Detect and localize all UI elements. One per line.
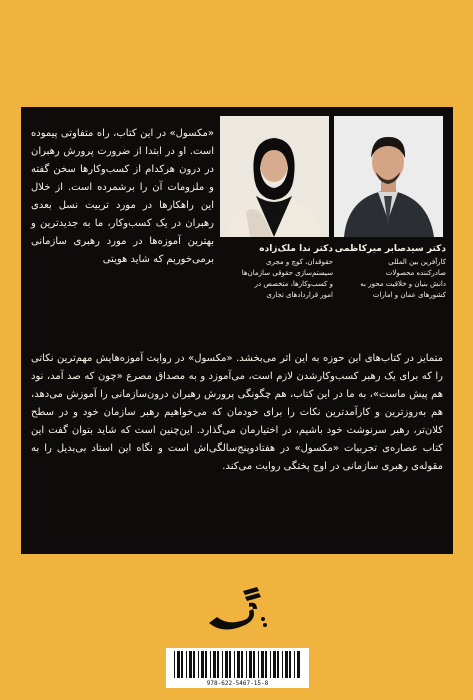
barcode-bar bbox=[205, 651, 207, 678]
author-caption-right bbox=[330, 244, 446, 301]
barcode-bar bbox=[181, 651, 183, 678]
barcode-bar bbox=[174, 651, 175, 678]
barcode-bar bbox=[282, 651, 283, 678]
author-role-line: دانش بنیان و خلاقیت محور به bbox=[360, 280, 446, 288]
barcode-bar bbox=[177, 651, 180, 678]
barcode-bar bbox=[186, 651, 187, 678]
barcode-bar bbox=[189, 651, 192, 678]
barcode-bar bbox=[217, 651, 219, 678]
barcode-bar bbox=[258, 651, 259, 678]
back-cover-panel bbox=[21, 107, 453, 554]
barcode-bar bbox=[277, 651, 279, 678]
author-photo-left bbox=[220, 116, 329, 237]
author-caption-left bbox=[217, 244, 333, 301]
barcode-bar bbox=[201, 651, 204, 678]
barcode-bar bbox=[289, 651, 291, 678]
description-top: «مکسول» در این کتاب، راه متفاوتی پیموده است. او در ابتدا از ضرورت پرورش رهبران در درون هرکدام از کسب‌وکارها سخن گفته و ملزومات آن را برشمرده است. از خلال این راهکارها در مورد تربیت نسل بعدی رهبران در یک کسب‌وکار، ما به جدیدترین و بهترین آموزه‌ها در مورد رهبری سازمانی برمی‌خوریم که شاید هویتی bbox=[31, 128, 214, 265]
description-rest: متمایز در کتاب‌های این حوزه به این اثر می‌بخشد. «مکسول» در روایت آموزه‌هایش مهم‌ترین نکاتی را که برای یک رهبر کسب‌وکارشدن لازم است، می‌آموزد و به مصداق مصرع «چون که صد آمد، نود هم پیش ماست»، به ما در این کتاب، هم چگونگی پرورش رهبران درون‌سازمانی را آموزش می‌دهد، هم به‌روزترین و کارآمدترین نکات را برای خودمان که می‌خواهیم رهبر سازمان خود و در سطح کلان‌تر، رهبر سرنوشت خود باشیم، در اختیارمان می‌گذارد. این‌چنین است که شاید بتوان گفت این کتاب عصاره‌ی تجربیات «مکسول» در هفتادوپنج‌سالگی‌اش است و نگاه این استاد بی‌بدیل را به مقوله‌ی رهبری سازمانی در اوج پختگی روایت می‌کند. bbox=[31, 353, 443, 472]
barcode-bar bbox=[198, 651, 199, 678]
barcode-bars bbox=[166, 648, 309, 680]
author-role-line: کارآفرین بین المللی bbox=[388, 258, 446, 266]
barcode-bar bbox=[246, 651, 247, 678]
author-role-left bbox=[217, 257, 333, 301]
barcode-bar bbox=[213, 651, 216, 678]
barcode-bar bbox=[222, 651, 223, 678]
barcode-bar bbox=[229, 651, 231, 678]
barcode-bar bbox=[285, 651, 288, 678]
author-role-line: امور قراردادهای تجاری bbox=[266, 291, 333, 299]
author-role-line: کشورهای عمان و امارات bbox=[372, 291, 446, 299]
publisher-logo bbox=[205, 583, 269, 637]
barcode-bar bbox=[273, 651, 276, 678]
barcode-bar bbox=[265, 651, 267, 678]
barcode-bar bbox=[234, 651, 235, 678]
barcode-bar bbox=[193, 651, 195, 678]
author-role-line: حقوقدان، کوچ و مجری bbox=[266, 258, 333, 266]
author-name-right: دکتر سیدصابر میرکاظمی bbox=[334, 244, 446, 254]
author-role-line: صادرکننده محصولات bbox=[385, 269, 446, 277]
barcode-bar bbox=[237, 651, 240, 678]
barcode-bar bbox=[297, 651, 300, 678]
author-photo-right bbox=[334, 116, 443, 237]
author-name-left: دکتر ندا ملک‌زاده bbox=[259, 244, 333, 254]
barcode-bar bbox=[261, 651, 264, 678]
barcode-bar bbox=[270, 651, 271, 678]
barcode-bar bbox=[253, 651, 255, 678]
barcode-bar bbox=[241, 651, 243, 678]
barcode-bar bbox=[249, 651, 252, 678]
isbn-digits: 978-622-5467-15-8 bbox=[206, 680, 269, 687]
barcode-bar bbox=[294, 651, 295, 678]
author-role-right bbox=[330, 257, 446, 301]
author-role-line: سیستم‌سازی حقوقی سازمان‌ها bbox=[241, 269, 333, 277]
isbn-barcode bbox=[166, 648, 309, 688]
author-role-line: و کسب‌وکارها، متخصص در bbox=[254, 280, 333, 288]
barcode-bar bbox=[225, 651, 228, 678]
barcode-bar bbox=[210, 651, 211, 678]
